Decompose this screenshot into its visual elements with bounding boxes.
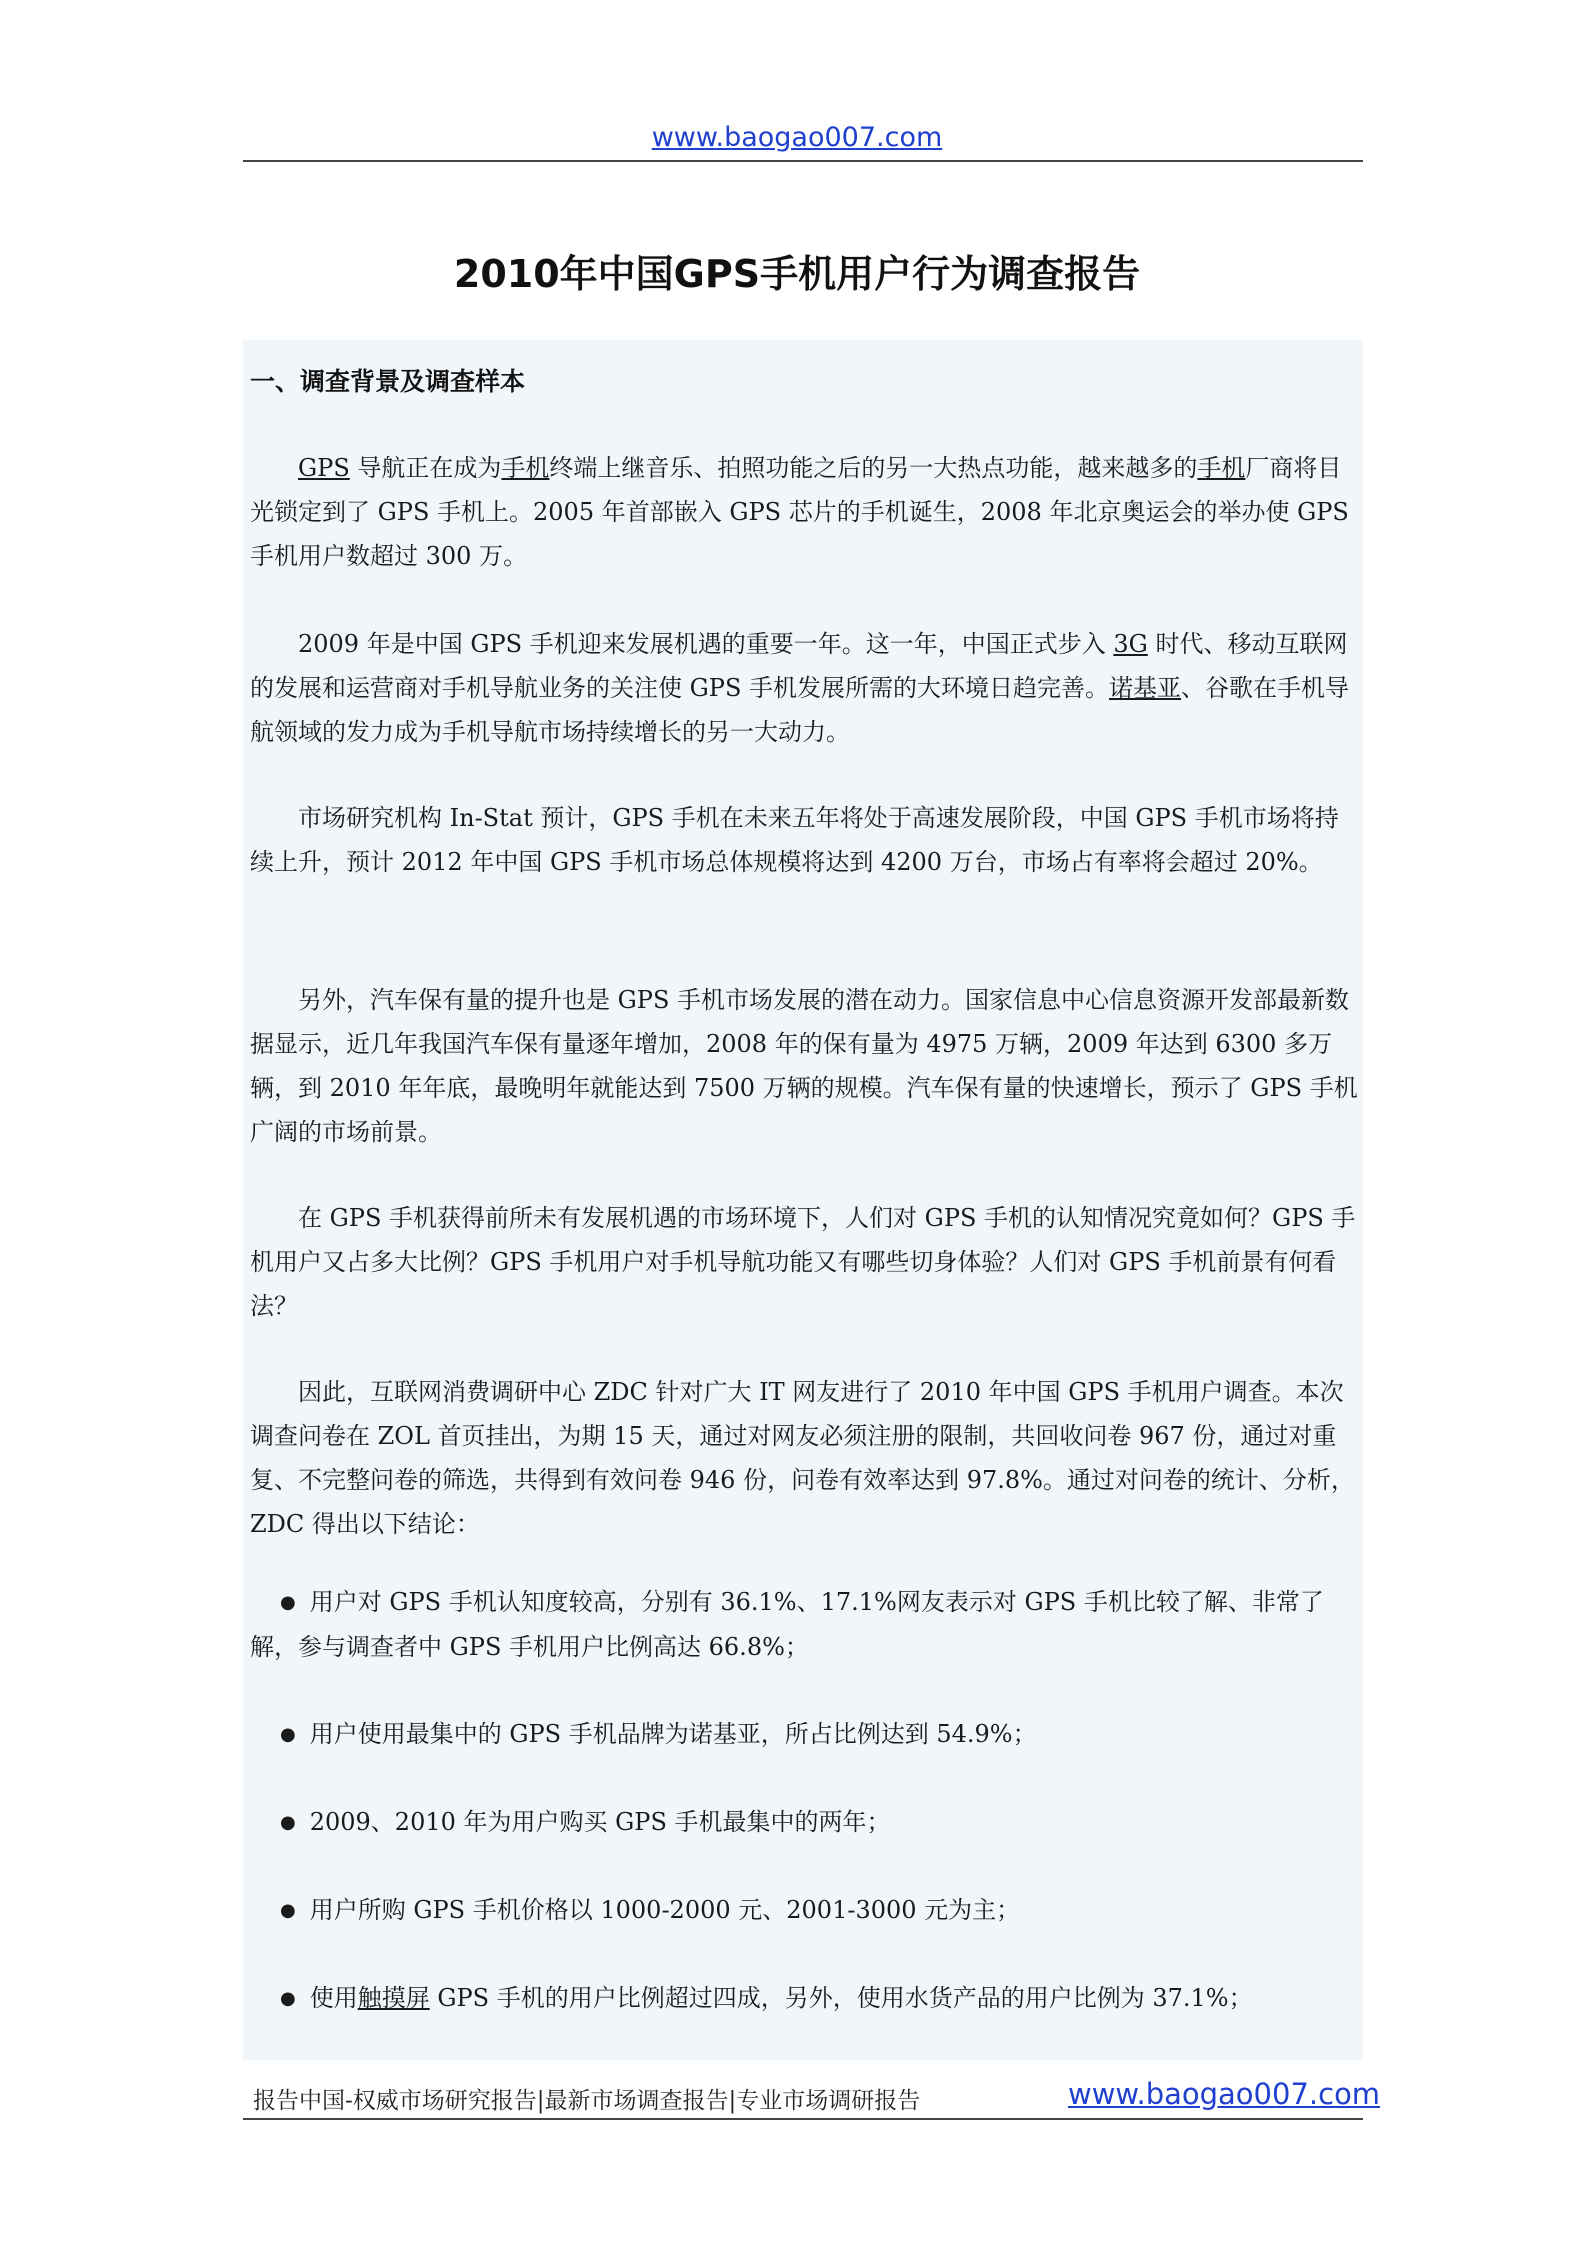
list-item-text: GPS 手机的用户比例超过四成，另外，使用水货产品的用户比例为 37.1%；: [429, 1984, 1253, 2012]
paragraph-2009-opportunity: [250, 622, 1360, 754]
paragraph-text: 市场研究机构 In-Stat 预计，GPS 手机在未来五年将处于高速发展阶段，中国 GPS 手机市场将持续上升，预计 2012 年中国 GPS 手机市场总体规模将达到 4200 万台，市场占有率将会超过 20%。: [250, 804, 1339, 876]
list-item-text: 使用: [309, 1984, 358, 2012]
list-item-text: 2009、2010 年为用户购买 GPS 手机最集中的两年；: [309, 1808, 891, 1836]
paragraph-survey-method: [250, 1370, 1360, 1546]
list-item-text: 用户使用最集中的 GPS 手机品牌为诺基亚，所占比例达到 54.9%；: [309, 1720, 1037, 1748]
list-item: [250, 1976, 1360, 2021]
paragraph-text: 2009 年是中国 GPS 手机迎来发展机遇的重要一年。这一年，中国正式步入: [298, 630, 1114, 658]
footer-tagline: 报告中国-权威市场研究报告|最新市场调查报告|专业市场调研报告: [253, 2088, 921, 2114]
header-site-link[interactable]: www.baogao007.com: [651, 122, 943, 153]
gps-link[interactable]: GPS: [298, 454, 350, 482]
paragraph-text: 、谷歌在手机导航领域的发力成为手机导航市场持续增长的另一大动力。: [250, 674, 1350, 746]
bullet-icon: ●: [280, 1900, 296, 1921]
paragraph-text: 另外，汽车保有量的提升也是 GPS 手机市场发展的潜在动力。国家信息中心信息资源开发部最新数据显示，近几年我国汽车保有量逐年增加，2008 年的保有量为 4975 万辆，2009 年达到 6300 多万辆，到 2010 年年底，最晚明年就能达到 7500 万辆的规模。汽车保有量的快速增长，预示了 GPS 手机广阔的市场前景。: [250, 986, 1358, 1146]
list-item-text: 用户所购 GPS 手机价格以 1000-2000 元、2001-3000 元为主；: [309, 1896, 1021, 1924]
page-title: 2010年中国GPS手机用户行为调查报告: [453, 252, 1141, 296]
paragraph-text: 在 GPS 手机获得前所未有发展机遇的市场环境下，人们对 GPS 手机的认知情况究竟如何？GPS 手机用户又占多大比例？GPS 手机用户对手机导航功能又有哪些切身体验？人们对 GPS 手机前景有何看法？: [250, 1204, 1356, 1320]
paragraph-car-ownership: [250, 978, 1360, 1154]
bullet-icon: ●: [280, 1988, 296, 2009]
paragraph-text: 厂商将目光锁定到了 GPS 手机上。2005 年首部嵌入 GPS 芯片的手机诞生，2008 年北京奥运会的举办使 GPS 手机用户数超过 300 万。: [250, 454, 1349, 570]
paragraph-instat-forecast: [250, 796, 1360, 884]
nokia-link[interactable]: 诺基亚: [1109, 674, 1182, 702]
header-divider: [243, 160, 1363, 162]
footer-divider: [243, 2118, 1363, 2120]
list-item: [250, 1712, 1360, 1757]
paragraph-questions: [250, 1196, 1360, 1328]
list-item: [250, 1888, 1360, 1933]
footer-site-link[interactable]: www.baogao007.com: [1068, 2077, 1381, 2111]
list-item: [250, 1580, 1360, 1669]
phone-link[interactable]: 手机: [501, 454, 550, 482]
paragraph-text: 导航正在成为: [349, 454, 502, 482]
paragraph-gps-navigation: [250, 446, 1360, 578]
bullet-icon: ●: [280, 1724, 296, 1745]
section-heading: 一、调查背景及调查样本: [250, 367, 526, 396]
touchscreen-link[interactable]: 触摸屏: [357, 1984, 430, 2012]
list-item-text: 用户对 GPS 手机认知度较高，分别有 36.1%、17.1%网友表示对 GPS 手机比较了解、非常了解，参与调查者中 GPS 手机用户比例高达 66.8%；: [250, 1588, 1324, 1661]
list-item: [250, 1800, 1360, 1845]
phone-link-2[interactable]: 手机: [1197, 454, 1246, 482]
3g-link[interactable]: 3G: [1113, 630, 1148, 658]
paragraph-text: 终端上继音乐、拍照功能之后的另一大热点功能，越来越多的: [549, 454, 1198, 482]
bullet-icon: ●: [280, 1592, 296, 1613]
paragraph-text: 因此，互联网消费调研中心 ZDC 针对广大 IT 网友进行了 2010 年中国 GPS 手机用户调查。本次调查问卷在 ZOL 首页挂出，为期 15 天，通过对网友必须注册的限制，共回收问卷 967 份，通过对重复、不完整问卷的筛选，共得到有效问卷 946 份，问卷有效率达到 97.8%。通过对问卷的统计、分析，ZDC 得出以下结论：: [250, 1378, 1355, 1538]
bullet-icon: ●: [280, 1812, 296, 1833]
paragraph-text: 时代、移动互联网的发展和运营商对手机导航业务的关注使 GPS 手机发展所需的大环境日趋完善。: [250, 630, 1348, 702]
